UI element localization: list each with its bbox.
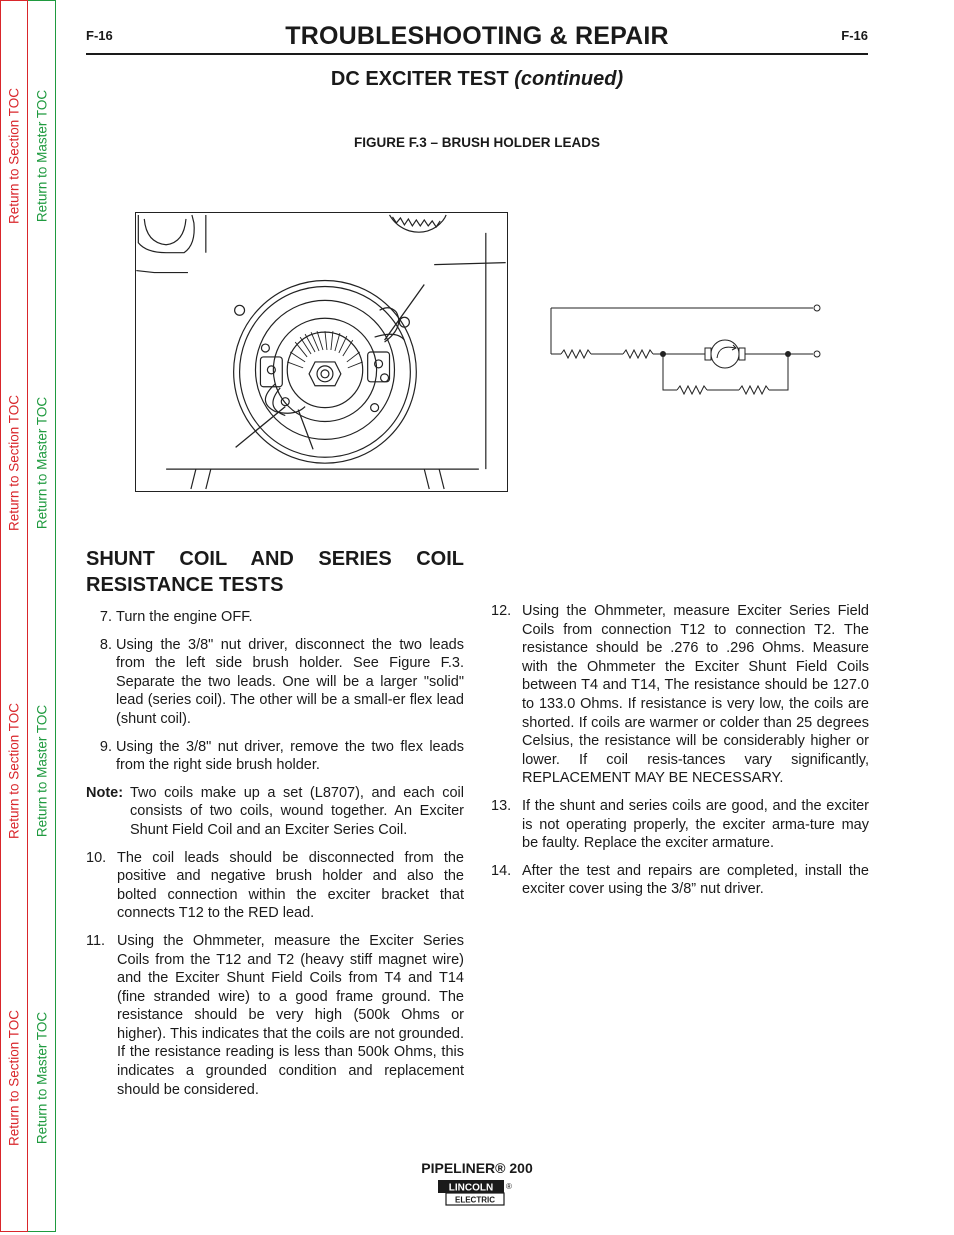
list-item xyxy=(491,862,869,899)
return-to-section-toc-link[interactable]: Return to Section TOC xyxy=(6,394,22,532)
figure-caption: FIGURE F.3 – BRUSH HOLDER LEADS xyxy=(353,135,601,150)
list-item xyxy=(491,602,869,788)
page-subtitle xyxy=(86,68,868,91)
page-title: TROUBLESHOOTING & REPAIR xyxy=(285,22,669,50)
note-label: Note: xyxy=(86,784,124,801)
lincoln-electric-logo xyxy=(438,1180,514,1206)
item-number: 7. xyxy=(99,609,112,625)
item-number: 12. xyxy=(491,603,512,619)
item-text: The coil leads should be disconnected from the positive and negative brush holder and also the bolted connection within the exciter bracket that connects T12 to the RED lead. xyxy=(117,849,464,922)
list-item xyxy=(491,797,869,853)
item-number: 9. xyxy=(99,738,112,755)
return-to-master-toc-link[interactable]: Return to Master TOC xyxy=(34,396,49,530)
return-to-master-toc-link[interactable]: Return to Master TOC xyxy=(34,704,49,838)
item-text: After the test and repairs are completed, install the exciter cover using the 3/8” nut driver. xyxy=(522,862,869,898)
logo-registered-mark: ® xyxy=(506,1182,512,1191)
subtitle-continued: (continued) xyxy=(514,68,624,90)
return-to-section-toc-link[interactable]: Return to Section TOC xyxy=(6,702,22,840)
note-text: Two coils make up a set (L8707), and each coil consists of two coils, wound together. An Exciter Shunt Field Coil and an Exciter Series Coil. xyxy=(130,784,464,838)
page-number-left: F-16 xyxy=(86,28,113,43)
item-number: 10. xyxy=(86,849,107,866)
item-text: Using the Ohmmeter, measure the Exciter Series Coils from the T12 and T2 (heavy stiff magnet wire) and the Exciter Shunt Field Coils from T4 and T14 (fine stranded wire) to a good frame ground. The resistance should be very high (500k Ohms or higher). This indicates that the coils are not grounded. If the resistance reading is less than 500k Ohms, this indicates a grounded condition and replacement should be considered. xyxy=(117,932,464,1098)
list-item xyxy=(86,636,464,729)
return-to-master-toc-link[interactable]: Return to Master TOC xyxy=(34,1011,49,1145)
brush-holder-illustration xyxy=(135,212,508,492)
left-column xyxy=(86,608,464,1108)
logo-top-text: LINCOLN xyxy=(448,1182,494,1194)
list-item xyxy=(86,849,464,923)
item-text: If the shunt and series coils are good, and the exciter is not operating properly, the exciter arma-ture may be faulty. Replace the exciter armature. xyxy=(522,797,869,852)
note-block xyxy=(86,784,464,840)
logo-bottom-text: ELECTRIC xyxy=(455,1195,495,1205)
footer-model-name: PIPELINER® 200 xyxy=(421,1160,533,1176)
section-toc-strip xyxy=(0,0,28,1232)
return-to-section-toc-link[interactable]: Return to Section TOC xyxy=(6,87,22,225)
return-to-section-toc-link[interactable]: Return to Section TOC xyxy=(6,1009,22,1147)
return-to-master-toc-link[interactable]: Return to Master TOC xyxy=(34,89,49,223)
list-item xyxy=(86,932,464,1099)
list-item xyxy=(86,608,464,627)
item-number: 14. xyxy=(491,862,512,879)
subtitle-main: DC EXCITER TEST xyxy=(330,68,509,90)
exciter-circuit-schematic xyxy=(545,298,830,400)
item-text: Using the 3/8" nut driver, remove the two flex leads from the right side brush holder. xyxy=(116,738,464,774)
item-text: Using the 3/8" nut driver, disconnect the two leads from the left side brush holder. See Figure F.3. Separate the two leads. One will be a larger "solid" lead (series coil). The other will be a small-er flex lead (shunt coil). xyxy=(116,636,464,727)
list-item xyxy=(86,738,464,775)
right-column xyxy=(491,602,869,908)
item-number: 13. xyxy=(491,797,512,814)
item-number: 11. xyxy=(86,932,106,949)
item-text: Using the Ohmmeter, measure Exciter Series Field Coils from connection T12 to connection T2. The resistance should be .276 to .296 Ohms. Measure with the Ohmmeter the Exciter Shunt Field Coils between T4 and T14, The resistance should be 127.0 to 133.0 Ohms. If resistance is very low, the coils are shorted. If coils are warmer or colder than 25 degrees Celsius, the resistance will be considerably higher or lower. If coil resis-tances vary significantly, REPLACEMENT MAY BE NECESSARY. xyxy=(522,603,869,787)
master-toc-strip xyxy=(28,0,56,1232)
section-heading: SHUNT COIL AND SERIES COIL RESISTANCE TESTS xyxy=(86,548,464,596)
item-text: Turn the engine OFF. xyxy=(116,609,253,625)
item-number: 8. xyxy=(99,636,112,653)
page-number-right: F-16 xyxy=(841,28,868,43)
header-divider xyxy=(86,53,868,55)
